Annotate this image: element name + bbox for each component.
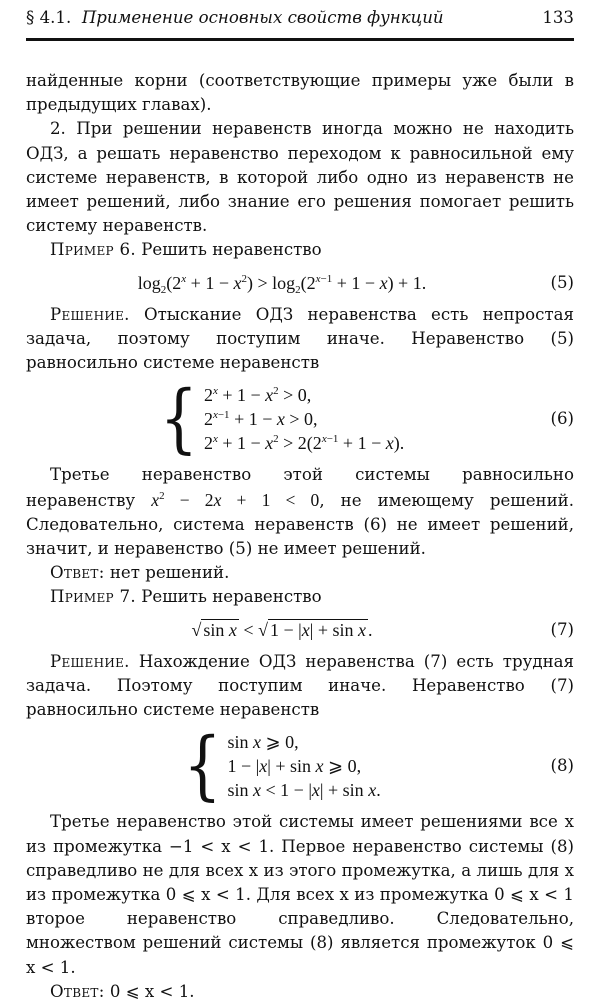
- example-6: Пример 6. Решить неравенство: [50, 240, 322, 260]
- left-brace: {: [183, 722, 222, 811]
- paragraph-2: 2. При решении неравенств иногда можно не находить ОДЗ, а решать неравенство переходом к равносильной ему системе неравенств, в которой либо одно из неравенств не имеет решений, либо знание его решения помогает решить систему неравенств.: [26, 119, 574, 236]
- section-header: § 4.1. Применение основных свойств функций: [26, 8, 444, 27]
- equation-5: [26, 271, 574, 295]
- equation-6-number: (6): [550, 409, 574, 429]
- system-8: [26, 722, 574, 811]
- solution-7: Решение. Нахождение ОДЗ неравенства (7) есть трудная задача. Поэтому поступим иначе. Неравенство (7) равносильно системе неравенств: [26, 651, 575, 720]
- example-7: Пример 7. Решить неравенство: [50, 587, 322, 607]
- paragraph-1: найденные корни (соответствующие примеры уже были в предыдущих главах).: [26, 71, 574, 115]
- system-8-lines: sin x ⩾ 0, 1 − |x| + sin x ⩾ 0, sin x < 1 − |x| + sin x.: [227, 732, 381, 801]
- equation-7-body: √ sin x < √ 1 − |x| + sin x .: [191, 619, 373, 640]
- answer-7: Ответ: 0 ⩽ x < 1.: [50, 981, 195, 1001]
- equation-8-number: (8): [550, 756, 574, 776]
- header-rule: [26, 38, 574, 41]
- answer-6: Ответ: нет решений.: [50, 563, 230, 583]
- inline-formula: $x^2 - 2x + 1 < 0$: [151, 489, 320, 510]
- system-6-lines: $2^x + 1 - x^2 > 0$, $2^{x-1} + 1 - x > 0$, $2^x + 1 - x^2 > 2(2^{x-1} + 1 - x)$.: [203, 385, 405, 454]
- equation-5-body: $\log_2(2^x + 1 - x^2) > \log_2(2^{x-1} + 1 - x) + 1$.: [137, 272, 427, 296]
- system-6: [26, 375, 574, 464]
- equation-5-number: (5): [550, 272, 574, 292]
- page-number: 133: [542, 8, 574, 27]
- left-brace: {: [159, 375, 198, 464]
- paragraph-after-8: Третье неравенство этой системы имеет решениями все x из промежутка −1 < x < 1. Первое неравенство системы (8) справедливо не для всех x из этого промежутка, а лишь для x из промежутка 0 ⩽ x < 1. Для всех x из промежутка 0 ⩽ x < 1 второе неравенство справедливо. Следовательно, множеством решений системы (8) является промежуток 0 ⩽ x < 1.: [26, 812, 574, 977]
- equation-7-number: (7): [550, 619, 574, 639]
- equation-7: [26, 618, 574, 642]
- paragraph-after-6: Третье неравенство этой системы равносильно неравенству $x^2 - 2x + 1 < 0$, не имеющему решений. Следовательно, система неравенств (6) не имеет решений, значит, и неравенство (5) не имеет решений.: [26, 465, 575, 559]
- solution-6: Решение. Отыскание ОДЗ неравенства есть непростая задача, поэтому поступим иначе. Неравенство (5) равносильно системе неравенств: [26, 304, 575, 373]
- chapter-title: Применение основных свойств функций: [81, 8, 444, 27]
- running-header: [26, 6, 574, 36]
